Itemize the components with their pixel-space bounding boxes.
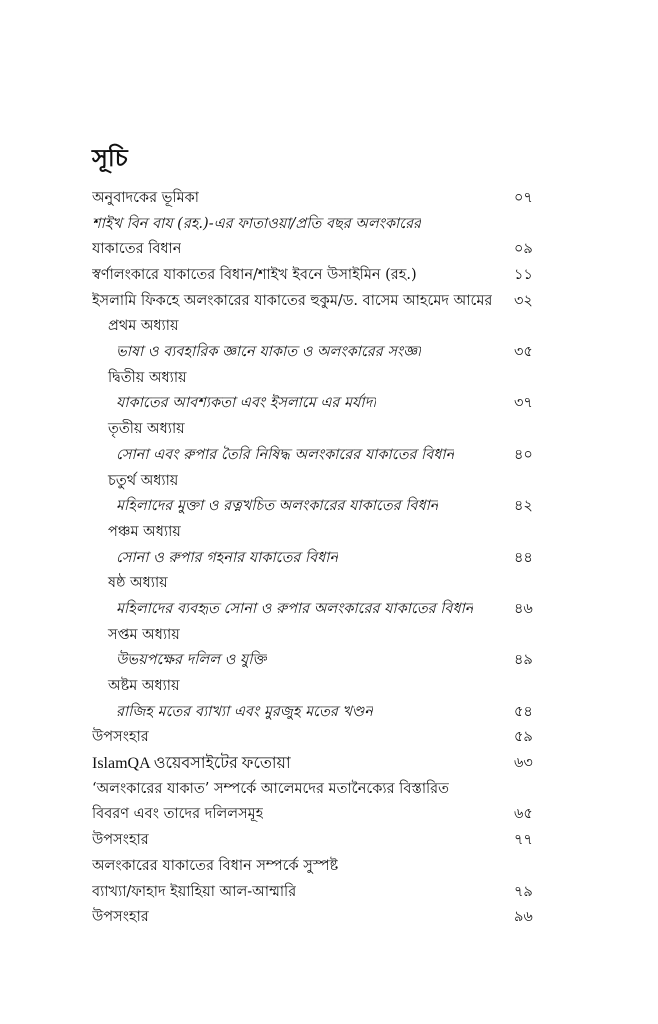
toc-entry bbox=[92, 237, 544, 263]
toc-entry-title: উপসংহার bbox=[92, 909, 149, 926]
toc-entry-page: ৪০ bbox=[514, 446, 533, 463]
toc-entry-title: দ্বিতীয় অধ্যায় bbox=[108, 369, 187, 386]
toc-entry bbox=[92, 263, 544, 289]
toc-entry bbox=[92, 751, 544, 777]
toc-entry-title: মহিলাদের ব্যবহৃত সোনা ও রুপার অলংকারের যাকাতের বিধান bbox=[116, 600, 474, 617]
toc-entry-page: ০৭ bbox=[514, 189, 533, 206]
toc-entry-page: ৭৭ bbox=[514, 832, 533, 849]
toc-entry-title: স্বর্ণালংকারে যাকাতের বিধান/শাইখ ইবনে উসাইমিন (রহ.) bbox=[92, 267, 417, 284]
toc-entry-page: ৪৬ bbox=[514, 600, 533, 617]
toc-entry-title: সোনা ও রুপার গহনার যাকাতের বিধান bbox=[116, 549, 339, 566]
table-of-contents bbox=[92, 186, 544, 931]
toc-entry-title: যাকাতের আবশ্যকতা এবং ইসলামে এর মর্যাদা bbox=[116, 395, 377, 412]
toc-entry-title: চতুর্থ অধ্যায় bbox=[108, 472, 179, 489]
toc-entry-page: ৩২ bbox=[514, 292, 533, 309]
toc-chapter-heading bbox=[92, 674, 544, 700]
toc-chapter-heading bbox=[92, 314, 544, 340]
toc-entry bbox=[92, 777, 544, 803]
toc-entry bbox=[92, 854, 544, 880]
toc-entry-page: ৪২ bbox=[514, 498, 533, 515]
toc-entry-title: উপসংহার bbox=[92, 832, 149, 849]
toc-entry-page: ৬৩ bbox=[514, 755, 533, 772]
toc-entry bbox=[92, 905, 544, 931]
toc-entry-page: ৬৫ bbox=[514, 806, 533, 823]
toc-entry-title: প্রথম অধ্যায় bbox=[108, 318, 179, 335]
toc-entry-title: সপ্তম অধ্যায় bbox=[108, 626, 180, 643]
toc-entry bbox=[92, 392, 544, 418]
toc-chapter-heading bbox=[92, 623, 544, 649]
toc-entry bbox=[92, 648, 544, 674]
toc-entry bbox=[92, 340, 544, 366]
toc-entry-page: ৪৯ bbox=[514, 652, 533, 669]
toc-entry bbox=[92, 803, 544, 829]
toc-entry-title: উভয়পক্ষের দলিল ও যুক্তি bbox=[116, 652, 267, 669]
toc-entry-title: অষ্টম অধ্যায় bbox=[108, 678, 180, 695]
toc-chapter-heading bbox=[92, 366, 544, 392]
toc-entry-title: সোনা এবং রুপার তৈরি নিষিদ্ধ অলংকারের যাকাতের বিধান bbox=[116, 446, 455, 463]
toc-entry-title: অনুবাদকের ভূমিকা bbox=[92, 189, 200, 206]
toc-entry-page: ৯৬ bbox=[514, 909, 533, 926]
toc-entry-page: ০৯ bbox=[514, 241, 533, 258]
toc-entry-page: ৫৪ bbox=[514, 703, 533, 720]
toc-entry-title: অলংকারের যাকাতের বিধান সম্পর্কে সুস্পষ্ট bbox=[92, 857, 339, 874]
toc-entry-title: রাজিহ মতের ব্যাখ্যা এবং মুরজুহ মতের খণ্ডন bbox=[116, 703, 373, 720]
toc-entry-page: ৪৪ bbox=[514, 549, 533, 566]
page-title: সূচি bbox=[92, 143, 128, 172]
toc-entry bbox=[92, 725, 544, 751]
toc-entry bbox=[92, 186, 544, 212]
toc-entry bbox=[92, 700, 544, 726]
toc-entry-title: শাইখ বিন বায (রহ.)-এর ফাতাওয়া/প্রতি বছর অলংকারের bbox=[92, 215, 422, 232]
toc-entry bbox=[92, 443, 544, 469]
toc-entry-title: ব্যাখ্যা/ফাহাদ ইয়াহিয়া আল-আম্মারি bbox=[92, 883, 297, 900]
toc-chapter-heading bbox=[92, 417, 544, 443]
toc-entry-title: তৃতীয় অধ্যায় bbox=[108, 421, 185, 438]
toc-entry-page: ৩৭ bbox=[514, 395, 533, 412]
toc-entry bbox=[92, 880, 544, 906]
toc-entry-title: বিবরণ এবং তাদের দলিলসমূহ bbox=[92, 806, 264, 823]
toc-entry-title: যাকাতের বিধান bbox=[92, 241, 182, 258]
toc-chapter-heading bbox=[92, 571, 544, 597]
toc-chapter-heading bbox=[92, 520, 544, 546]
toc-entry-title: ইসলামি ফিকহে অলংকারের যাকাতের হুকুম/ড. বাসেম আহমেদ আমের bbox=[92, 292, 493, 309]
toc-entry-page: ১১ bbox=[514, 267, 533, 284]
toc-entry bbox=[92, 828, 544, 854]
toc-entry-page: ৭৯ bbox=[514, 883, 533, 900]
toc-entry-title: ষষ্ঠ অধ্যায় bbox=[108, 575, 168, 592]
toc-entry bbox=[92, 212, 544, 238]
toc-entry-page: ৩৫ bbox=[514, 344, 533, 361]
toc-entry bbox=[92, 597, 544, 623]
toc-entry-title: পঞ্চম অধ্যায় bbox=[108, 523, 181, 540]
toc-entry-title: উপসংহার bbox=[92, 729, 149, 746]
toc-chapter-heading bbox=[92, 469, 544, 495]
toc-entry-title: মহিলাদের মুক্তা ও রত্নখচিত অলংকারের যাকাতের বিধান bbox=[116, 498, 439, 515]
toc-entry bbox=[92, 289, 544, 315]
toc-entry-title: ভাষা ও ব্যবহারিক জ্ঞানে যাকাত ও অলংকারের সংজ্ঞা bbox=[116, 344, 422, 361]
toc-entry-title: IslamQA ওয়েবসাইটের ফতোয়া bbox=[92, 755, 291, 773]
toc-entry-page: ৫৯ bbox=[514, 729, 533, 746]
toc-entry-title: ‘অলংকারের যাকাত’ সম্পর্কে আলেমদের মতানৈক্যের বিস্তারিত bbox=[92, 780, 450, 797]
toc-entry bbox=[92, 546, 544, 572]
toc-entry bbox=[92, 494, 544, 520]
